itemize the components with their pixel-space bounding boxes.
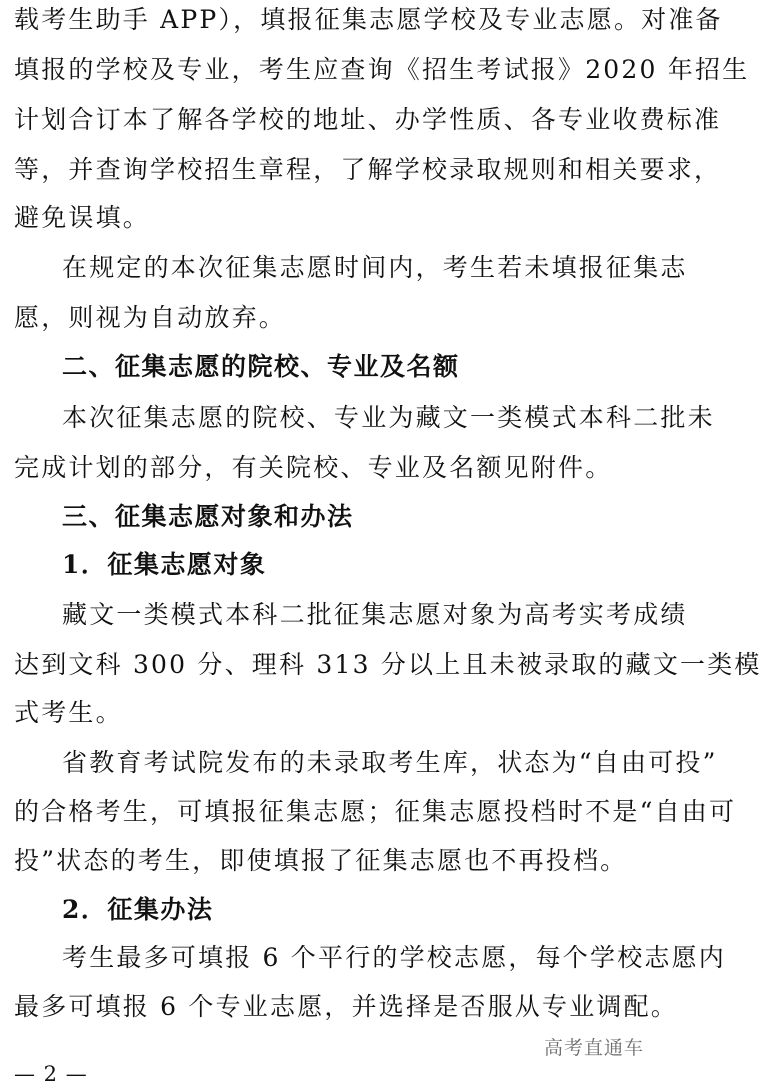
- subsection-heading-2: 2．征集办法: [62, 895, 214, 924]
- body-text-line: 在规定的本次征集志愿时间内，考生若未填报征集志: [62, 253, 688, 282]
- body-text-line: 藏文一类模式本科二批征集志愿对象为高考实考成绩: [62, 600, 688, 629]
- body-text-line: 等，并查询学校招生章程，了解学校录取规则和相关要求，: [14, 155, 722, 184]
- section-heading-2: 二、征集志愿的院校、专业及名额: [62, 352, 460, 381]
- body-text-line: 填报的学校及专业，考生应查询《招生考试报》2020 年招生: [14, 55, 750, 84]
- body-text-line: 达到文科 300 分、理科 313 分以上且未被录取的藏文一类模: [14, 650, 762, 679]
- body-text-line: 投”状态的考生，即使填报了征集志愿也不再投档。: [14, 846, 628, 875]
- body-text-line: 载考生助手 APP），填报征集志愿学校及专业志愿。对准备: [14, 5, 723, 34]
- body-text-line: 避免误填。: [14, 203, 151, 232]
- body-text-line: 的合格考生，可填报征集志愿；征集志愿投档时不是“自由可: [14, 797, 737, 826]
- body-text-line: 愿，则视为自动放弃。: [14, 303, 287, 332]
- body-text-line: 最多可填报 6 个专业志愿，并选择是否服从专业调配。: [14, 992, 679, 1021]
- watermark-text: 高考直通车: [544, 1037, 645, 1059]
- body-text-line: 完成计划的部分，有关院校、专业及名额见附件。: [14, 453, 613, 482]
- subsection-heading-1: 1．征集志愿对象: [62, 550, 267, 579]
- body-text-line: 考生最多可填报 6 个平行的学校志愿，每个学校志愿内: [62, 943, 727, 972]
- body-text-line: 省教育考试院发布的未录取考生库，状态为“自由可投”: [62, 748, 718, 777]
- body-text-line: 式考生。: [14, 698, 123, 727]
- body-text-line: 本次征集志愿的院校、专业为藏文一类模式本科二批未: [62, 403, 715, 432]
- section-heading-3: 三、征集志愿对象和办法: [62, 502, 354, 531]
- body-text-line: 计划合订本了解各学校的地址、办学性质、各专业收费标准: [14, 105, 722, 134]
- page-number: — 2 —: [14, 1062, 88, 1086]
